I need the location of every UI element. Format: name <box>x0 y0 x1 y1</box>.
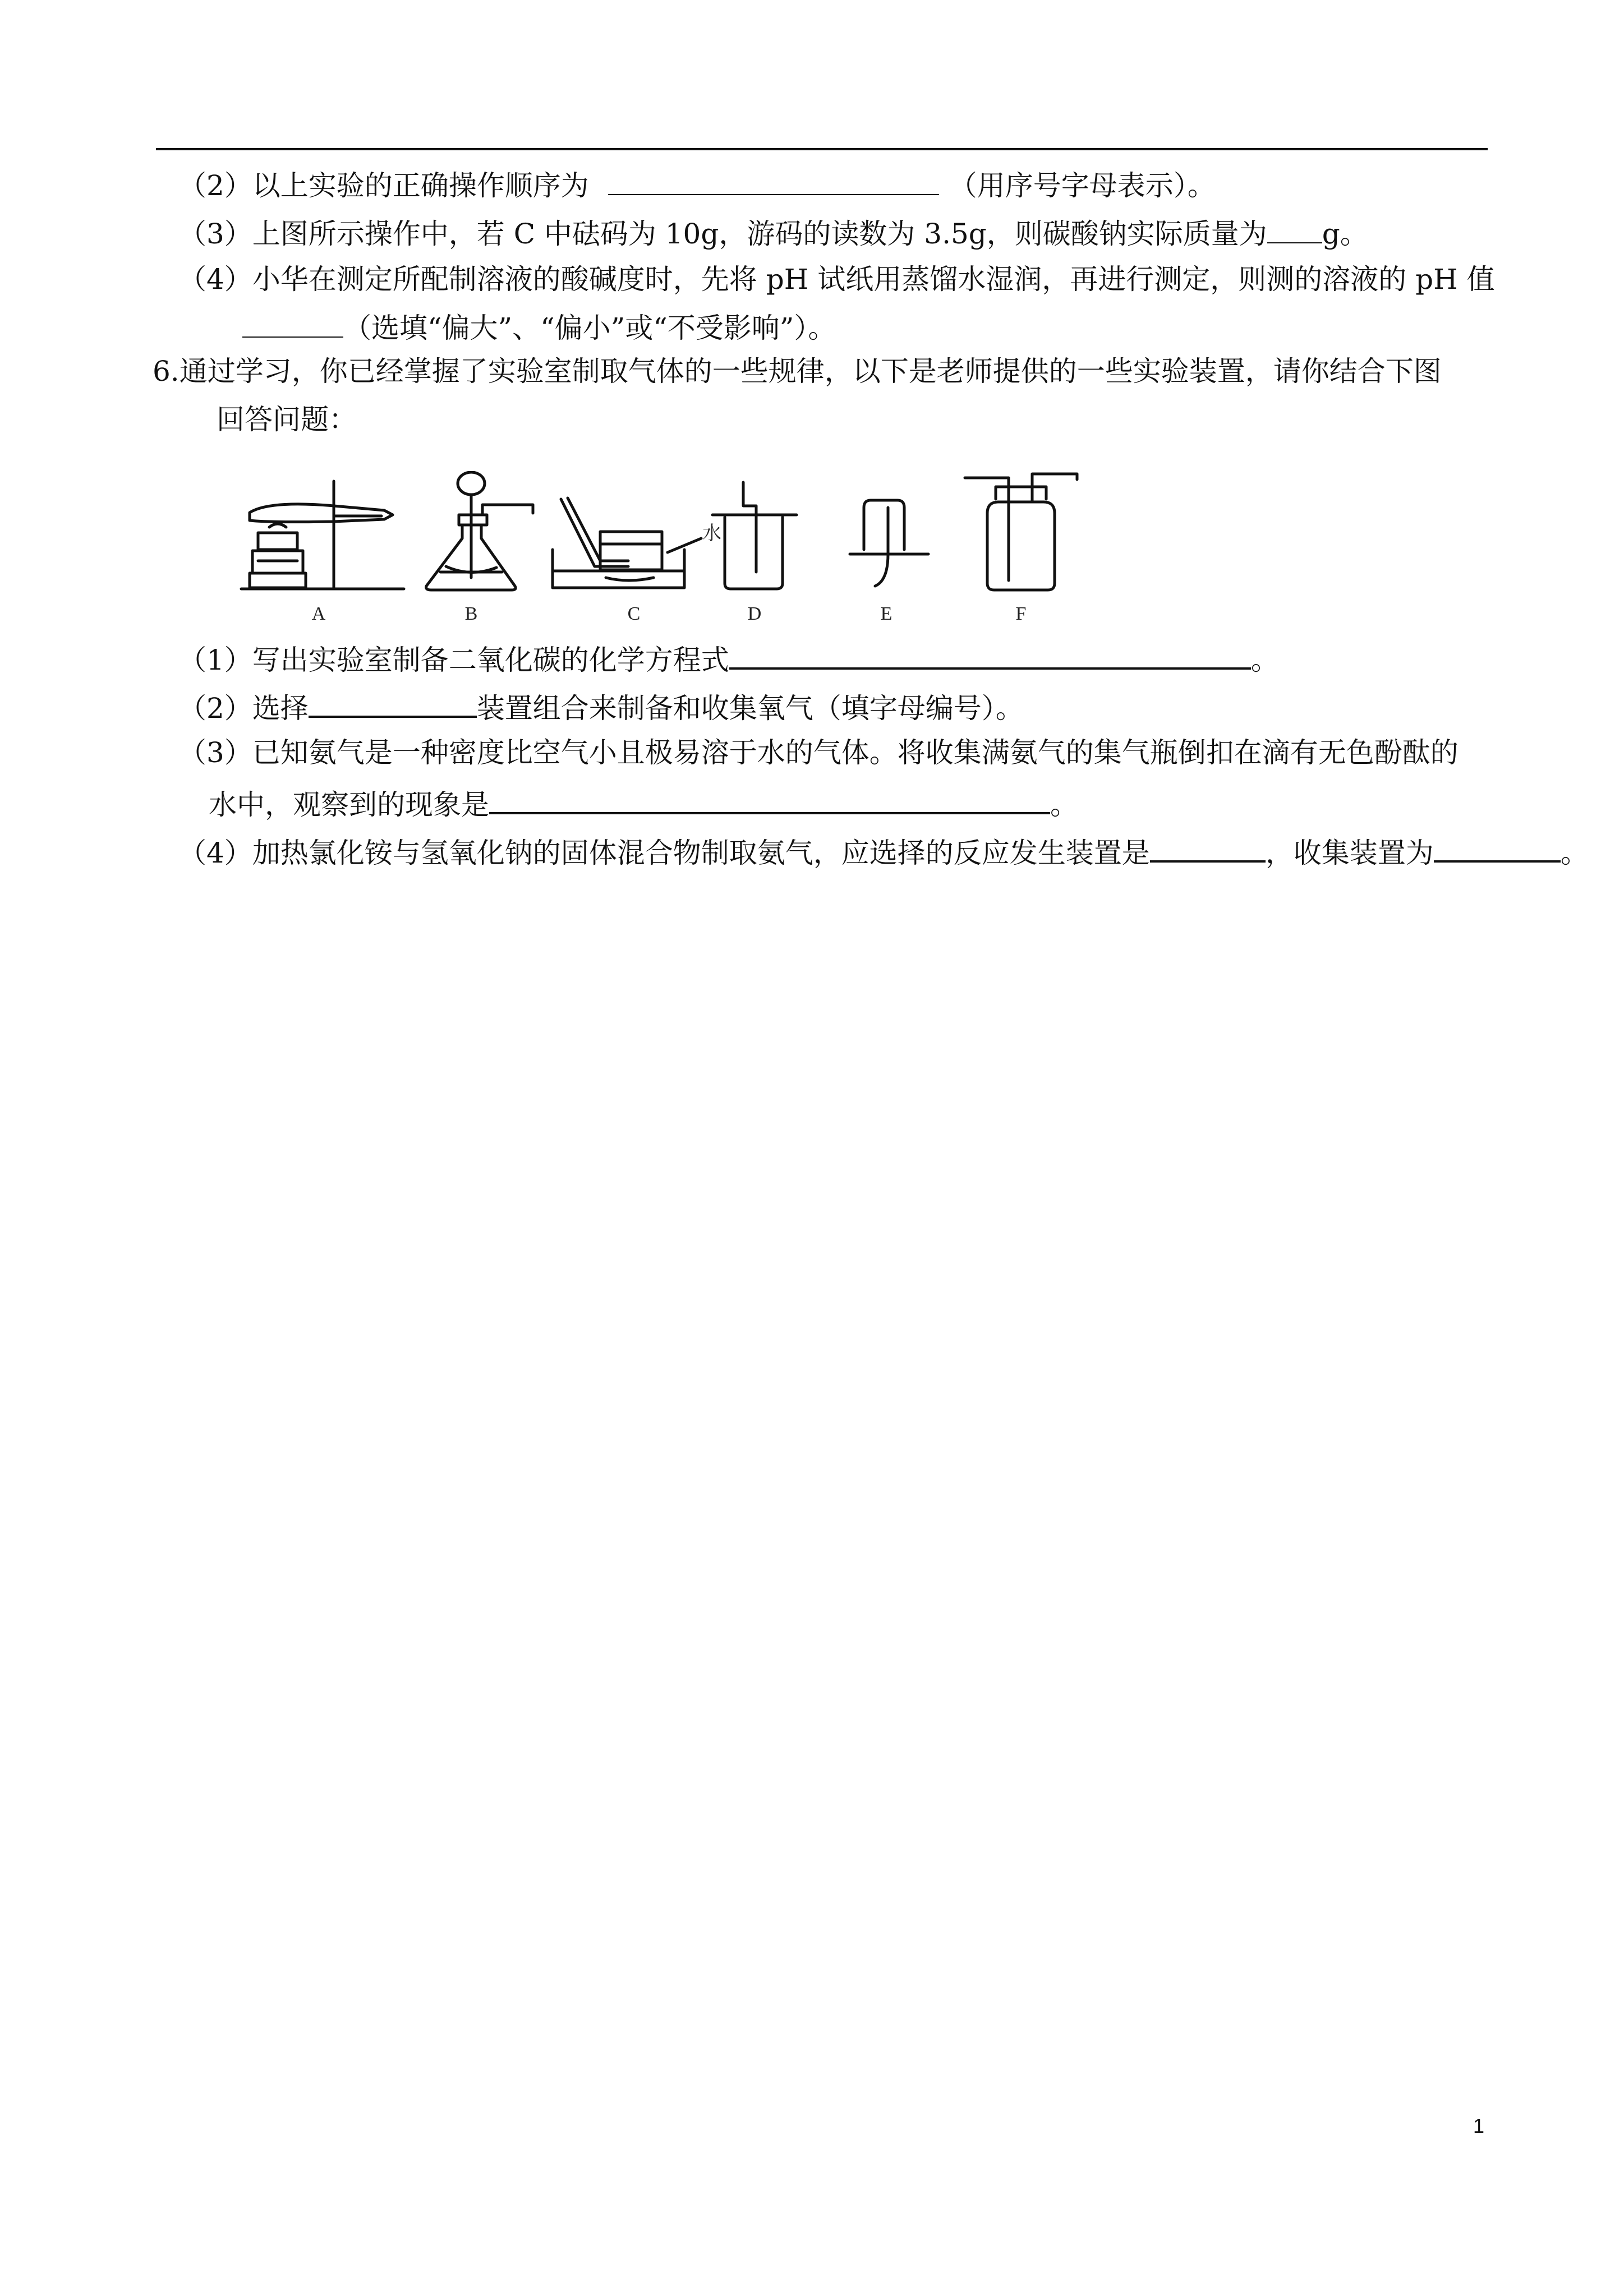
q5-part4-after: （选填“偏大”、“偏小”或“不受影响”）。 <box>343 312 836 344</box>
apparatus-b-conical-flask <box>426 472 533 590</box>
q6-part4 <box>178 832 1589 870</box>
q6-part1 <box>178 639 1279 677</box>
apparatus-c-water-trough <box>553 498 701 588</box>
q6-part2-text: （2）选择 <box>178 692 309 725</box>
q6-part1-answer-blank[interactable] <box>729 639 1251 670</box>
apparatus-d-gas-jar <box>712 482 797 589</box>
q6-part4-text: （4）加热氯化铵与氢氧化钠的固体混合物制取氨气，应选择的反应发生装置是 <box>178 837 1150 869</box>
q5-part2 <box>178 166 1216 202</box>
q5-part4-line1 <box>178 262 1495 296</box>
q6-part3-line1 <box>178 736 1459 769</box>
q6-intro-text: 6.通过学习，你已经掌握了实验室制取气体的一些规律，以下是老师提供的一些实验装置，请你结合下图 <box>153 355 1442 388</box>
q6-part4-after: 。 <box>1560 837 1589 869</box>
q6-part3-answer-blank[interactable] <box>489 784 1050 814</box>
q5-part4-answer-blank[interactable] <box>242 308 343 338</box>
apparatus-label-a: A <box>311 603 326 623</box>
q6-part4-answer-blank-1[interactable] <box>1150 832 1266 863</box>
q6-part2-answer-blank[interactable] <box>309 688 477 718</box>
q5-part2-after: （用序号字母表示）。 <box>949 169 1216 202</box>
q5-part2-answer-blank[interactable] <box>608 166 939 195</box>
apparatus-figure-svg <box>236 471 1257 623</box>
q5-part3-text: （3）上图所示操作中，若 C 中砝码为 10g，游码的读数为 3.5g，则碳酸钠实际质量为 <box>178 218 1267 250</box>
apparatus-figure <box>236 471 1257 623</box>
apparatus-label-e: E <box>880 603 892 623</box>
q5-part3-answer-blank[interactable] <box>1267 214 1322 243</box>
q5-part4-text: （4）小华在测定所配制溶液的酸碱度时，先将 pH 试纸用蒸馏水湿润，再进行测定，则测的溶液的 pH 值 <box>178 263 1495 296</box>
q6-part1-after: 。 <box>1250 644 1279 676</box>
q5-part4-line2 <box>242 308 836 345</box>
q6-part4-mid: ，收集装置为 <box>1265 837 1434 869</box>
water-label: 水 <box>702 522 721 545</box>
q6-part2 <box>178 688 1024 725</box>
apparatus-a-heating-setup <box>241 481 404 589</box>
q6-part3-line2 <box>209 784 1078 822</box>
q6-part3-text: （3）已知氨气是一种密度比空气小且极易溶于水的气体。将收集满氨气的集气瓶倒扣在滴有无色酚酞的 <box>178 736 1459 769</box>
q5-part2-text: （2）以上实验的正确操作顺序为 <box>178 169 589 202</box>
q5-part3-after: g。 <box>1322 218 1368 250</box>
q6-part3-after: 。 <box>1050 789 1078 821</box>
apparatus-label-c: C <box>627 603 641 623</box>
apparatus-e-inverted-jar <box>850 500 928 586</box>
apparatus-label-d: D <box>747 603 762 623</box>
apparatus-f-two-tube-bottle <box>965 474 1077 590</box>
q6-intro-line1 <box>153 354 1442 388</box>
q6-part3-text-2: 水中，观察到的现象是 <box>209 789 489 821</box>
q6-part4-answer-blank-2[interactable] <box>1434 832 1561 863</box>
q5-part3 <box>178 214 1368 251</box>
q6-part2-after: 装置组合来制备和收集氧气（填字母编号）。 <box>476 692 1024 725</box>
q6-intro-line2 <box>217 403 357 436</box>
header-rule <box>156 148 1488 150</box>
q6-part1-text: （1）写出实验室制备二氧化碳的化学方程式 <box>178 644 729 676</box>
apparatus-label-f: F <box>1015 603 1027 623</box>
q6-intro-text-2: 回答问题： <box>217 403 357 436</box>
page-number: 1 <box>1473 2114 1485 2137</box>
apparatus-label-b: B <box>464 603 478 623</box>
